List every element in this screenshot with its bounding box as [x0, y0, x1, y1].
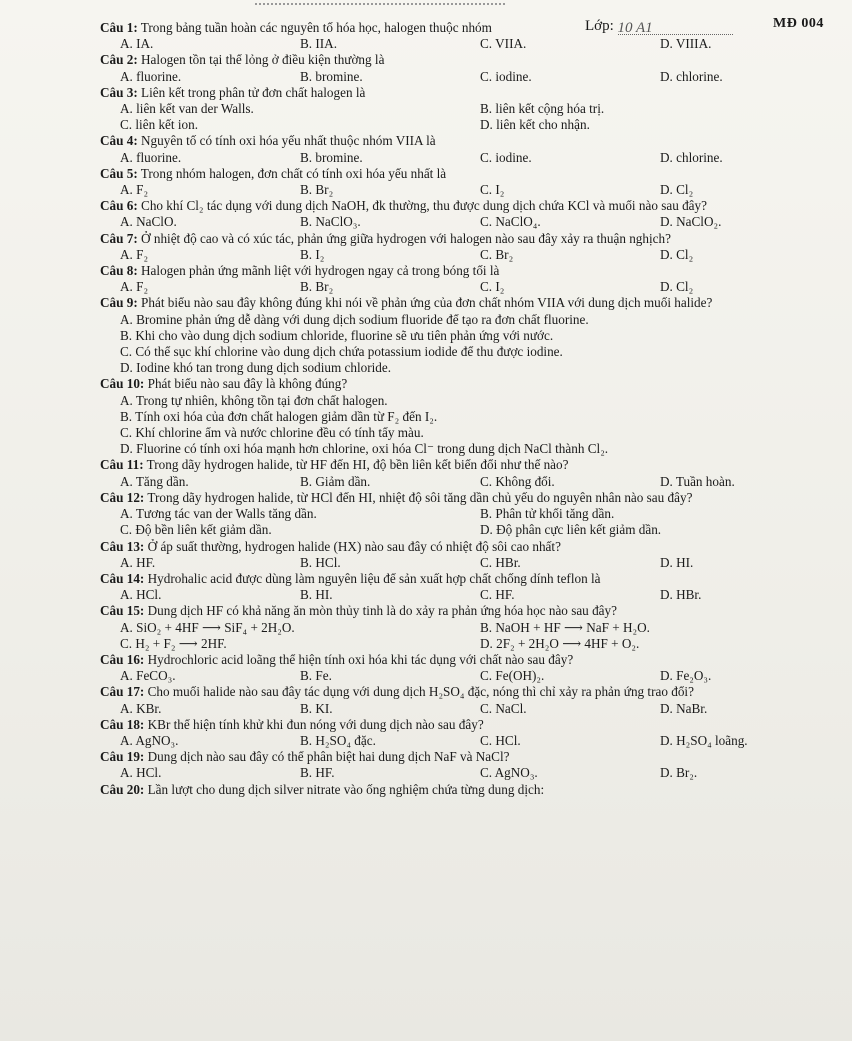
question-text: Halogen phản ứng mãnh liệt với hydrogen ngay cả trong bóng tối là: [141, 263, 500, 279]
answer-option: B. Giảm dần.: [300, 473, 371, 489]
question-number: Câu 13:: [100, 538, 145, 554]
question-text: Hydrochloric acid loãng thể hiện tính oxi hóa khi tác dụng với chất nào sau đây?: [147, 651, 574, 667]
answer-option: B. I₂: [300, 246, 325, 262]
answer-option: D. H₂SO₄ loãng.: [660, 732, 748, 748]
answer-option: D. VIIIA.: [660, 36, 712, 52]
answer-option: C. Không đổi.: [480, 473, 555, 489]
answer-option: B. H₂SO₄ đặc.: [300, 732, 376, 748]
answer-option: D. liên kết cho nhận.: [480, 117, 590, 133]
answer-option: C. Fe(OH)₂.: [480, 668, 545, 684]
answer-options: [100, 214, 840, 230]
question-stem: [100, 652, 840, 668]
answer-option: C. I₂: [480, 279, 505, 295]
answer-option: A. F₂: [120, 182, 149, 198]
question-number: Câu 20:: [100, 781, 145, 797]
answer-option: A. NaClO.: [120, 214, 177, 230]
answer-options: [100, 279, 840, 295]
exam-code: MĐ 004: [773, 16, 824, 31]
answer-option: A. HCl.: [120, 765, 162, 781]
answer-options: [100, 393, 840, 458]
answer-option: B. HI.: [300, 587, 333, 603]
answer-option: C. NaClO₄.: [480, 214, 541, 230]
answer-option: A. HCl.: [120, 587, 162, 603]
answer-option: C. Br₂: [480, 246, 514, 262]
answer-option: B. Fe.: [300, 668, 332, 684]
question-number: Câu 18:: [100, 716, 145, 732]
question-text: Trong dãy hydrogen halide, từ HCl đến HI, nhiệt độ sôi tăng dần chủ yếu do nguyên nhân nào sau đây?: [147, 489, 693, 505]
answer-option: C. iodine.: [480, 68, 532, 84]
answer-options: [100, 733, 840, 749]
question-text: Dung dịch nào sau đây có thể phân biệt hai dung dịch NaF và NaCl?: [147, 749, 510, 765]
answer-option: B. Br₂: [300, 279, 334, 295]
question-stem: [100, 717, 840, 733]
question-list: [100, 20, 840, 798]
question-item: [100, 376, 840, 457]
answer-options: [100, 69, 840, 85]
answer-option: C. H₂ + F₂ ⟶ 2HF.: [120, 635, 227, 651]
question-stem: [100, 263, 840, 279]
question-item: [100, 231, 840, 263]
answer-option: C. VIIA.: [480, 36, 527, 52]
question-item: [100, 782, 840, 798]
question-number: Câu 1:: [100, 20, 138, 35]
answer-option: A. FeCO₃.: [120, 668, 176, 684]
answer-option: D. NaClO₂.: [660, 214, 722, 230]
answer-options: [100, 587, 840, 603]
answer-options: [100, 765, 840, 781]
answer-options: [100, 312, 840, 377]
question-number: Câu 3:: [100, 84, 138, 100]
question-item: [100, 133, 840, 165]
answer-option: D. Cl₂: [660, 246, 694, 262]
question-item: [100, 603, 840, 652]
question-item: [100, 539, 840, 571]
question-stem: [100, 376, 840, 392]
answer-options: [100, 506, 840, 538]
answer-options: [100, 101, 840, 133]
answer-option: B. HCl.: [300, 554, 341, 570]
answer-option: C. liên kết ion.: [120, 117, 199, 133]
answer-option: C. NaCl.: [480, 700, 527, 716]
question-number: Câu 14:: [100, 570, 145, 586]
answer-option: D. Iodine khó tan trong dung dịch sodium chloride.: [120, 360, 392, 376]
question-number: Câu 6:: [100, 198, 138, 214]
question-item: [100, 749, 840, 781]
question-stem: [100, 603, 840, 619]
answer-option: B. Br₂: [300, 182, 334, 198]
question-text: Trong dãy hydrogen halide, từ HF đến HI, độ bền liên kết biến đổi như thế nào?: [146, 457, 569, 473]
answer-option: D. Cl₂: [660, 182, 694, 198]
answer-option: A. HF.: [120, 554, 156, 570]
answer-options: [100, 36, 840, 52]
question-number: Câu 7:: [100, 230, 138, 246]
answer-option: B. bromine.: [300, 68, 363, 84]
answer-option: C. HCl.: [480, 732, 521, 748]
question-number: Câu 17:: [100, 684, 145, 700]
answer-options: [100, 474, 840, 490]
question-number: Câu 10:: [100, 376, 145, 392]
question-text: Ở nhiệt độ cao và có xúc tác, phản ứng giữa hydrogen với halogen nào sau đây xảy ra thuận nghịch?: [141, 230, 671, 246]
answer-option: D. HBr.: [660, 587, 702, 603]
question-item: [100, 166, 840, 198]
question-item: [100, 571, 840, 603]
question-item: [100, 85, 840, 134]
question-number: Câu 9:: [100, 295, 138, 311]
answer-option: B. liên kết cộng hóa trị.: [480, 101, 605, 117]
question-stem: [100, 295, 840, 311]
question-text: Phát biểu nào sau đây không đúng khi nói về phản ứng của đơn chất nhóm VIIA với dung dịch muối halide?: [141, 295, 713, 311]
answer-options: [100, 668, 840, 684]
answer-option: D. Fluorine có tính oxi hóa mạnh hơn chlorine, oxi hóa Cl⁻ trong dung dịch NaCl thành Cl₂.: [120, 441, 609, 457]
question-stem: [100, 85, 840, 101]
question-text: Trong nhóm halogen, đơn chất có tính oxi hóa yếu nhất là: [140, 165, 447, 181]
torn-edge-line: [255, 3, 505, 7]
answer-option: B. NaOH + HF ⟶ NaF + H₂O.: [480, 619, 650, 635]
question-item: [100, 652, 840, 684]
answer-option: D. chlorine.: [660, 68, 723, 84]
answer-option: D. chlorine.: [660, 149, 723, 165]
answer-option: B. NaClO₃.: [300, 214, 361, 230]
answer-option: A. Trong tự nhiên, không tồn tại đơn chất halogen.: [120, 392, 388, 408]
question-number: Câu 4:: [100, 133, 138, 149]
answer-option: A. F₂: [120, 279, 149, 295]
answer-option: A. F₂: [120, 246, 149, 262]
answer-option: B. HF.: [300, 765, 335, 781]
question-stem: [100, 684, 840, 700]
question-item: [100, 684, 840, 716]
question-text: Halogen tồn tại thể lỏng ở điều kiện thường là: [141, 52, 385, 68]
question-item: [100, 263, 840, 295]
answer-option: A. IA.: [120, 36, 154, 52]
answer-option: D. Cl₂: [660, 279, 694, 295]
answer-option: C. Khí chlorine ẩm và nước chlorine đều có tính tẩy màu.: [120, 425, 424, 441]
answer-options: [100, 247, 840, 263]
question-text: Nguyên tố có tính oxi hóa yếu nhất thuộc nhóm VIIA là: [141, 133, 436, 149]
question-stem: [100, 457, 840, 473]
answer-options: [100, 150, 840, 166]
answer-option: C. AgNO₃.: [480, 765, 538, 781]
answer-options: [100, 701, 840, 717]
answer-option: B. Khi cho vào dung dịch sodium chloride, fluorine sẽ ưu tiên phản ứng với nước.: [120, 327, 554, 343]
answer-option: B. Phân tử khối tăng dần.: [480, 506, 615, 522]
answer-option: A. Tương tác van der Walls tăng dần.: [120, 506, 317, 522]
answer-option: B. IIA.: [300, 36, 337, 52]
question-number: Câu 16:: [100, 651, 145, 667]
question-item: [100, 457, 840, 489]
question-number: Câu 2:: [100, 52, 138, 68]
question-text: KBr thể hiện tính khử khi đun nóng với dung dịch nào sau đây?: [147, 716, 484, 732]
question-number: Câu 11:: [100, 457, 144, 473]
answer-option: A. fluorine.: [120, 149, 182, 165]
answer-option: A. KBr.: [120, 700, 162, 716]
question-text: Liên kết trong phân tử đơn chất halogen là: [141, 84, 366, 100]
question-stem: [100, 166, 840, 182]
question-stem: [100, 571, 840, 587]
question-item: [100, 198, 840, 230]
answer-option: C. iodine.: [480, 149, 532, 165]
answer-option: A. AgNO₃.: [120, 732, 179, 748]
question-text: Hydrohalic acid được dùng làm nguyên liệu để sản xuất hợp chất chống dính teflon là: [147, 570, 601, 586]
question-stem: [100, 490, 840, 506]
answer-option: B. bromine.: [300, 149, 363, 165]
answer-option: D. Br₂.: [660, 765, 698, 781]
question-item: [100, 717, 840, 749]
question-text: Cho muối halide nào sau đây tác dụng với dung dịch H₂SO₄ đặc, nóng thì chỉ xảy ra phản ứng trao đổi?: [147, 684, 694, 700]
class-value: 10 A1: [618, 20, 733, 35]
answer-option: D. NaBr.: [660, 700, 708, 716]
question-stem: [100, 198, 840, 214]
answer-option: C. HF.: [480, 587, 515, 603]
answer-option: C. Có thể sục khí chlorine vào dung dịch chứa potassium iodide để thu được iodine.: [120, 344, 563, 360]
answer-options: [100, 555, 840, 571]
question-text: Dung dịch HF có khả năng ăn mòn thủy tinh là do xảy ra phản ứng hóa học nào sau đây?: [147, 603, 617, 619]
answer-option: A. SiO₂ + 4HF ⟶ SiF₄ + 2H₂O.: [120, 619, 295, 635]
answer-option: A. fluorine.: [120, 68, 182, 84]
question-text: Cho khí Cl₂ tác dụng với dung dịch NaOH, đk thường, thu được dung dịch chứa KCl và muối nào sau đây?: [141, 198, 707, 214]
class-label: Lớp:: [585, 18, 614, 34]
question-text: Ở áp suất thường, hydrogen halide (HX) nào sau đây có nhiệt độ sôi cao nhất?: [147, 538, 561, 554]
question-stem: [100, 749, 840, 765]
answer-option: D. HI.: [660, 554, 694, 570]
answer-option: D. Tuần hoàn.: [660, 473, 735, 489]
question-stem: [100, 539, 840, 555]
answer-option: B. KI.: [300, 700, 333, 716]
question-number: Câu 12:: [100, 489, 145, 505]
answer-option: A. Tăng dần.: [120, 473, 189, 489]
answer-option: D. 2F₂ + 2H₂O ⟶ 4HF + O₂.: [480, 635, 640, 651]
question-stem: [100, 782, 840, 798]
question-item: [100, 52, 840, 84]
question-text: Lần lượt cho dung dịch silver nitrate vào ống nghiệm chứa từng dung dịch:: [147, 781, 545, 797]
answer-option: D. Fe₂O₃.: [660, 668, 712, 684]
question-stem: [100, 133, 840, 149]
question-item: [100, 295, 840, 376]
question-text: Trong bảng tuần hoàn các nguyên tố hóa học, halogen thuộc nhóm: [140, 20, 492, 35]
answer-options: [100, 182, 840, 198]
question-item: [100, 20, 840, 52]
question-number: Câu 15:: [100, 603, 145, 619]
answer-option: C. HBr.: [480, 554, 521, 570]
question-item: [100, 490, 840, 539]
question-number: Câu 5:: [100, 165, 138, 181]
question-number: Câu 19:: [100, 749, 145, 765]
question-text: Phát biểu nào sau đây là không đúng?: [147, 376, 348, 392]
answer-options: [100, 620, 840, 652]
answer-option: B. Tính oxi hóa của đơn chất halogen giảm dần từ F₂ đến I₂.: [120, 408, 438, 424]
answer-option: C. Độ bền liên kết giảm dần.: [120, 522, 272, 538]
answer-option: D. Độ phân cực liên kết giảm dần.: [480, 522, 662, 538]
answer-option: A. liên kết van der Walls.: [120, 101, 254, 117]
question-stem: [100, 20, 840, 36]
question-stem: [100, 231, 840, 247]
question-stem: [100, 52, 840, 68]
answer-option: C. I₂: [480, 182, 505, 198]
answer-option: A. Bromine phản ứng dễ dàng với dung dịch sodium fluoride để tạo ra đơn chất fluorine.: [120, 311, 589, 327]
question-number: Câu 8:: [100, 263, 138, 279]
